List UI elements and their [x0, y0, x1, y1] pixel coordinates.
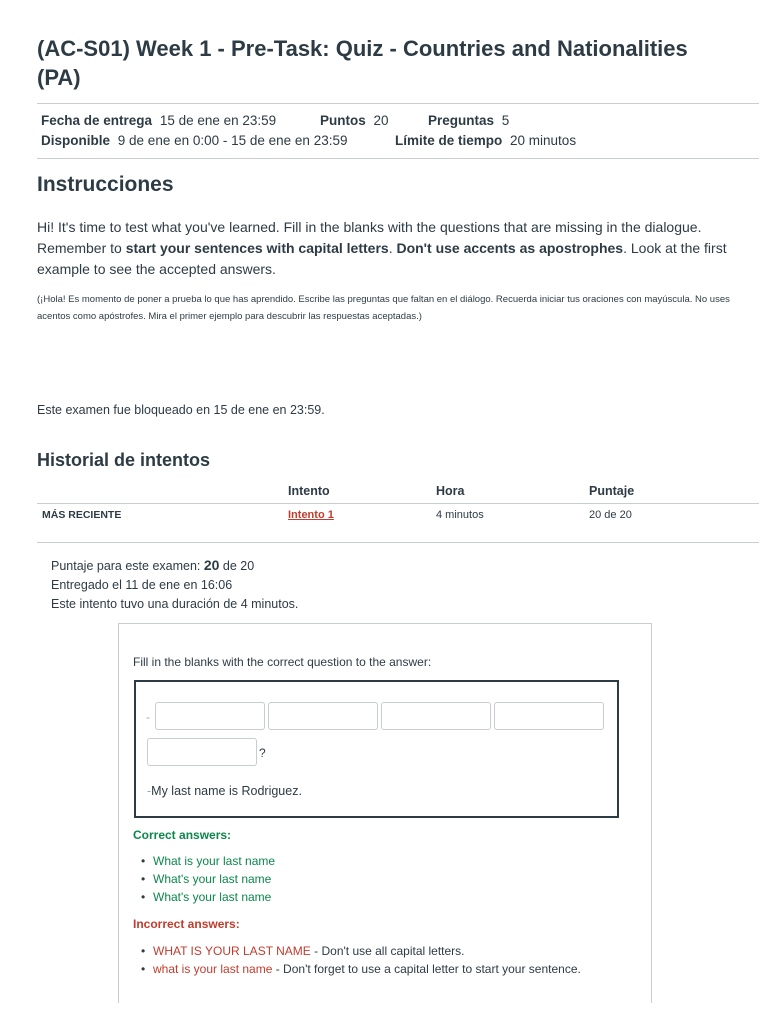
time-cell: 4 minutos: [436, 509, 484, 521]
list-item: • What's your last name: [138, 870, 275, 888]
list-item: • WHAT IS YOUR LAST NAME - Don't use all capital letters.: [138, 942, 581, 960]
due-date: Fecha de entrega 15 de ene en 23:59: [41, 113, 277, 128]
questions-count: Preguntas 5: [428, 113, 510, 128]
attempt-cell: [288, 509, 334, 521]
attempt-history-heading: Historial de intentos: [37, 450, 211, 470]
available-range: Disponible 9 de ene en 0:00 - 15 de ene en 23:59: [41, 133, 348, 148]
answer-blank-4[interactable]: [494, 702, 604, 730]
incorrect-answers-list: [138, 942, 581, 978]
attempt-duration: Este intento tuvo una duración de 4 minutos.: [51, 597, 299, 611]
dash: -: [146, 710, 150, 724]
answer-blank-2[interactable]: [268, 702, 378, 730]
time-limit: Límite de tiempo 20 minutos: [395, 133, 577, 148]
score-cell: 20 de 20: [589, 509, 632, 521]
list-item: • what is your last name - Don't forget to use a capital letter to start your sentence.: [138, 960, 581, 978]
incorrect-answers-heading: Incorrect answers:: [133, 917, 240, 931]
correct-answers-heading: Correct answers:: [133, 828, 232, 842]
column-header-time: Hora: [436, 484, 465, 498]
column-header-score: Puntaje: [589, 484, 635, 498]
divider: [37, 103, 759, 104]
instructions-heading: Instrucciones: [37, 173, 174, 196]
correct-answers-list: [138, 852, 275, 906]
most-recent-label: MÁS RECIENTE: [42, 509, 122, 521]
column-header-attempt: Intento: [288, 484, 330, 498]
table-divider: [37, 503, 759, 504]
instructions-text-spanish: (¡Hola! Es momento de poner a prueba lo que has aprendido. Escribe las preguntas que faltan en el diálogo. Recuerda iniciar tus oraciones con mayúscula. No uses acentos como apóstrofes. Mira el primer ejemplo para descubrir las respuestas aceptadas.): [37, 294, 730, 322]
locked-notice: Este examen fue bloqueado en 15 de ene en 23:59.: [37, 403, 325, 417]
answer-blank-3[interactable]: [381, 702, 491, 730]
dialogue-answer: -My last name is Rodriguez.: [147, 784, 302, 798]
points: Puntos 20: [320, 113, 389, 128]
instructions-text: Hi! It's time to test what you've learned. Fill in the blanks with the questions that are missing in the dialogue. Remember to start your sentences with capital letters. Don't use accents as apostrophes. Look at the first example to see the accepted answers.: [37, 219, 727, 277]
quiz-score: Puntaje para este examen: 20 de 20: [51, 557, 255, 573]
answer-blank-5[interactable]: [147, 738, 257, 766]
attempt-link[interactable]: Intento 1: [288, 509, 334, 521]
list-item: • What is your last name: [138, 852, 275, 870]
table-divider: [37, 542, 759, 543]
question-mark: ?: [259, 746, 266, 760]
list-item: • What's your last name: [138, 888, 275, 906]
answer-blank-1[interactable]: [155, 702, 265, 730]
divider: [37, 158, 759, 159]
question-prompt: Fill in the blanks with the correct question to the answer:: [133, 655, 432, 669]
submitted-date: Entregado el 11 de ene en 16:06: [51, 578, 233, 592]
page-title: (AC-S01) Week 1 - Pre-Task: Quiz - Countries and Nationalities (PA): [37, 36, 688, 90]
